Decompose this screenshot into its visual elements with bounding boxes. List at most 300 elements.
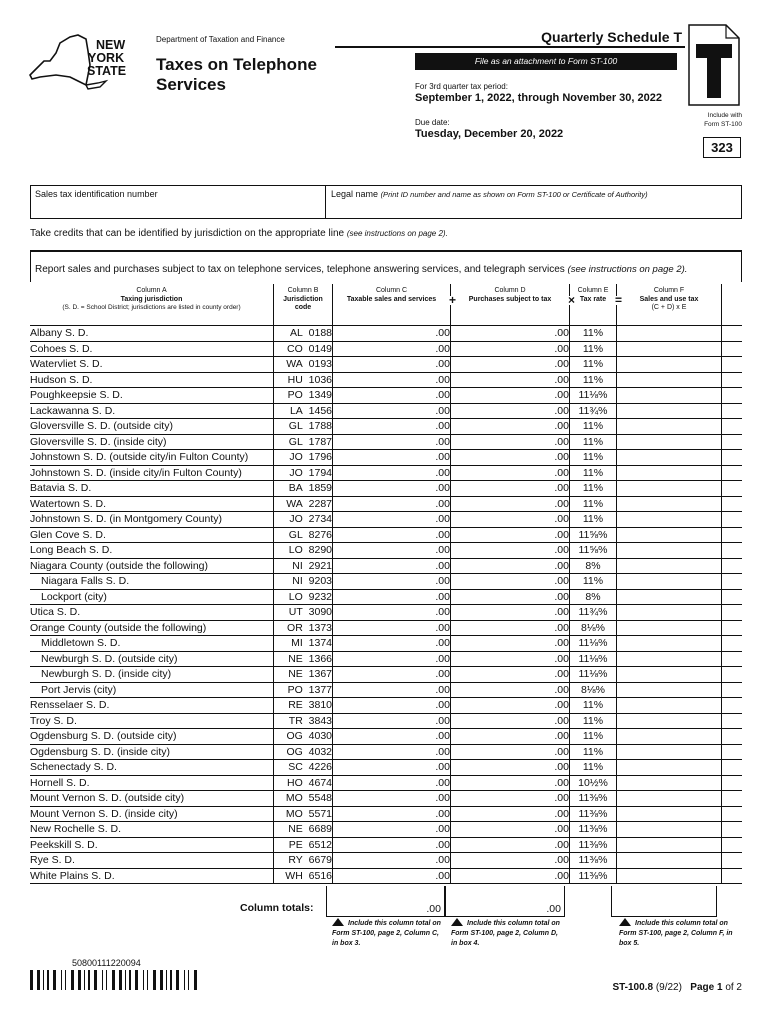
purchases-field[interactable]: .00 [451,512,570,528]
jurisdiction-code-letters: GL [288,420,303,433]
taxable-sales-field[interactable]: .00 [333,605,451,621]
taxable-sales-field[interactable]: .00 [333,419,451,435]
jurisdiction-code-number: 1788 [308,420,332,433]
taxable-sales-field[interactable]: .00 [333,512,451,528]
taxable-sales-field[interactable]: .00 [333,558,451,574]
jurisdiction-code-letters: LO [288,544,303,557]
taxable-sales-field[interactable]: .00 [333,465,451,481]
column-c-total-note [332,918,447,949]
table-row [30,636,742,652]
sales-use-tax-cents-field[interactable] [722,853,743,869]
table-row [30,713,742,729]
sales-use-tax-cents-field[interactable] [722,574,743,590]
table-row [30,357,742,373]
jurisdiction-name: Watertown S. D. [30,496,274,512]
sales-use-tax-field[interactable] [617,667,722,683]
sales-use-tax-field[interactable] [617,837,722,853]
jurisdiction-code [274,341,333,357]
taxable-sales-field[interactable]: .00 [333,574,451,590]
sales-use-tax-cents-field[interactable] [722,713,743,729]
sales-use-tax-field[interactable] [617,450,722,466]
sales-use-tax-field[interactable] [617,481,722,497]
jurisdiction-name: Mount Vernon S. D. (inside city) [30,806,274,822]
jurisdiction-name: Johnstown S. D. (in Montgomery County) [30,512,274,528]
sales-use-tax-field[interactable] [617,822,722,838]
sales-use-tax-cents-field[interactable] [722,372,743,388]
sales-use-tax-field[interactable] [617,434,722,450]
sales-use-tax-cents-field[interactable] [722,496,743,512]
purchases-field[interactable]: .00 [451,837,570,853]
purchases-field[interactable]: .00 [451,667,570,683]
jurisdiction-code-letters: PO [287,389,303,402]
jurisdiction-code [274,853,333,869]
sales-use-tax-field[interactable] [617,760,722,776]
jurisdiction-code-number: 0149 [308,342,332,355]
tax-rate: 11⅛% [570,388,617,404]
sales-use-tax-field[interactable] [617,388,722,404]
sales-use-tax-cents-field[interactable] [722,388,743,404]
purchases-field[interactable]: .00 [451,496,570,512]
sales-use-tax-cents-field[interactable] [722,760,743,776]
tax-rate: 11% [570,465,617,481]
period-label: For 3rd quarter tax period: [415,82,508,91]
jurisdiction-code-number: 1366 [308,652,332,665]
sales-use-tax-field[interactable] [617,698,722,714]
report-note-ref: (see instructions on page 2). [567,264,688,275]
sales-use-tax-field[interactable] [617,372,722,388]
sales-use-tax-cents-field[interactable] [722,605,743,621]
sales-use-tax-field[interactable] [617,713,722,729]
sales-use-tax-cents-field[interactable] [722,620,743,636]
jurisdiction-code-letters: NE [288,668,303,681]
table-row [30,822,742,838]
sales-use-tax-cents-field[interactable] [722,822,743,838]
sales-use-tax-cents-field[interactable] [722,806,743,822]
sales-use-tax-cents-field[interactable] [722,667,743,683]
taxable-sales-field[interactable]: .00 [333,481,451,497]
column-f-formula: (C + D) x E [651,304,687,311]
column-c-title: Taxable sales and services [346,295,437,303]
jurisdiction-code [274,775,333,791]
jurisdiction-code [274,512,333,528]
jurisdiction-name: Rensselaer S. D. [30,698,274,714]
jurisdiction-name: Orange County (outside the following) [30,620,274,636]
jurisdiction-code [274,837,333,853]
logo-text-york: YORK [88,51,125,65]
table-row [30,837,742,853]
sales-tax-id-field[interactable]: Sales tax identification number [35,189,158,199]
jurisdiction-code-letters: WA [286,497,303,510]
sales-use-tax-field[interactable] [617,744,722,760]
column-d-total-field[interactable] [445,886,565,917]
jurisdiction-code-number: 6689 [308,823,332,836]
purchases-field[interactable]: .00 [451,791,570,807]
jurisdiction-name: White Plains S. D. [30,868,274,884]
column-f-header [614,284,722,326]
column-b-title1: Jurisdiction [283,295,323,303]
taxable-sales-field[interactable]: .00 [333,341,451,357]
tax-rate: 8⅛% [570,682,617,698]
table-row [30,419,742,435]
table-row [30,450,742,466]
taxable-sales-field[interactable]: .00 [333,388,451,404]
taxable-sales-field[interactable]: .00 [333,651,451,667]
taxable-sales-field[interactable]: .00 [333,589,451,605]
table-row [30,512,742,528]
sales-use-tax-cents-field[interactable] [722,651,743,667]
report-instructions [35,264,687,275]
sales-use-tax-cents-field[interactable] [722,326,743,342]
table-row [30,667,742,683]
sales-use-tax-field[interactable] [617,326,722,342]
sales-use-tax-field[interactable] [617,558,722,574]
sales-use-tax-field[interactable] [617,853,722,869]
jurisdiction-code [274,419,333,435]
sales-use-tax-field[interactable] [617,512,722,528]
purchases-field[interactable]: .00 [451,775,570,791]
taxable-sales-field[interactable]: .00 [333,326,451,342]
table-row [30,605,742,621]
taxable-sales-field[interactable]: .00 [333,729,451,745]
jurisdiction-name: Long Beach S. D. [30,543,274,559]
purchases-field[interactable]: .00 [451,822,570,838]
jurisdiction-code [274,713,333,729]
sales-use-tax-field[interactable] [617,806,722,822]
page-of: of 2 [725,982,742,993]
table-row [30,806,742,822]
tax-rate: 11% [570,326,617,342]
sales-use-tax-cents-field[interactable] [722,558,743,574]
form-number: ST-100.8 [612,982,654,993]
form-title-line2: Services [156,75,226,94]
column-d-label: Column D [494,287,526,294]
sales-use-tax-cents-field[interactable] [722,729,743,745]
table-row [30,388,742,404]
due-date: Tuesday, December 20, 2022 [415,128,564,140]
include-with-note [690,111,742,129]
jurisdiction-code [274,868,333,884]
tax-rate: 11% [570,698,617,714]
jurisdiction-code-letters: JO [289,451,303,464]
jurisdiction-name: Johnstown S. D. (outside city/in Fulton County) [30,450,274,466]
jurisdiction-code-number: 2287 [308,497,332,510]
taxable-sales-field[interactable]: .00 [333,403,451,419]
sales-use-tax-field[interactable] [617,419,722,435]
arrow-up-icon [619,918,631,926]
sales-use-tax-cents-field[interactable] [722,434,743,450]
purchases-field[interactable]: .00 [451,868,570,884]
purchases-field[interactable]: .00 [451,403,570,419]
column-a-note: (S. D. = School District; jurisdictions are listed in county order) [62,304,241,311]
sales-use-tax-cents-field[interactable] [722,698,743,714]
tax-rate: 11⅜% [570,853,617,869]
taxable-sales-field[interactable]: .00 [333,667,451,683]
jurisdiction-code [274,667,333,683]
purchases-field[interactable]: .00 [451,806,570,822]
sales-use-tax-cents-field[interactable] [722,791,743,807]
jurisdiction-code [274,744,333,760]
purchases-field[interactable]: .00 [451,744,570,760]
legal-name-field[interactable] [331,189,648,199]
purchases-field[interactable]: .00 [451,636,570,652]
table-row [30,403,742,419]
table-row [30,574,742,590]
table-row [30,651,742,667]
jurisdiction-code-letters: HO [287,776,303,789]
jurisdiction-code-number: 4674 [308,776,332,789]
page-label: Page 1 [690,982,723,993]
purchases-field[interactable]: .00 [451,698,570,714]
identification-fields [30,185,742,219]
tax-rate: 11% [570,512,617,528]
purchases-field[interactable]: .00 [451,589,570,605]
sales-use-tax-cents-field[interactable] [722,837,743,853]
column-d-header [448,284,575,326]
jurisdiction-code-number: 3090 [308,606,332,619]
sales-use-tax-cents-field[interactable] [722,465,743,481]
jurisdiction-code [274,574,333,590]
sales-use-tax-cents-field[interactable] [722,636,743,652]
jurisdiction-name: Batavia S. D. [30,481,274,497]
purchases-field[interactable]: .00 [451,419,570,435]
purchases-field[interactable]: .00 [451,713,570,729]
tax-rate: 11⅝% [570,527,617,543]
purchases-field[interactable]: .00 [451,465,570,481]
jurisdiction-code [274,403,333,419]
sales-use-tax-field[interactable] [617,775,722,791]
sales-use-tax-cents-field[interactable] [722,403,743,419]
taxable-sales-field[interactable]: .00 [333,372,451,388]
jurisdiction-code-letters: NI [292,559,303,572]
column-a-title: Taxing jurisdiction [120,295,183,303]
purchases-field[interactable]: .00 [451,527,570,543]
jurisdiction-code-letters: OG [286,730,303,743]
column-totals-label: Column totals: [240,902,314,914]
jurisdiction-code-letters: TR [288,714,303,727]
tax-rate: 11% [570,481,617,497]
sales-use-tax-cents-field[interactable] [722,419,743,435]
id-field-divider [325,186,326,218]
taxable-sales-field[interactable]: .00 [333,760,451,776]
jurisdiction-code [274,326,333,342]
taxable-sales-field[interactable]: .00 [333,791,451,807]
column-f-total-note [619,918,734,949]
taxable-sales-field[interactable]: .00 [333,636,451,652]
tax-rate: 11¾% [570,403,617,419]
jurisdiction-name: Troy S. D. [30,713,274,729]
sales-use-tax-field[interactable] [617,496,722,512]
taxable-sales-field[interactable]: .00 [333,357,451,373]
jurisdiction-name: Ogdensburg S. D. (inside city) [30,744,274,760]
tax-period: September 1, 2022, through November 30, 2022 [415,92,662,104]
sales-use-tax-field[interactable] [617,465,722,481]
jurisdiction-code-number: 6516 [308,869,332,882]
taxable-sales-field[interactable]: .00 [333,775,451,791]
sales-use-tax-cents-field[interactable] [722,543,743,559]
department-name: Department of Taxation and Finance [156,35,285,44]
column-f-cents-header [722,284,743,326]
sales-use-tax-cents-field[interactable] [722,775,743,791]
taxable-sales-field[interactable]: .00 [333,527,451,543]
purchases-field[interactable]: .00 [451,450,570,466]
jurisdiction-code-number: 9203 [308,575,332,588]
jurisdiction-code [274,527,333,543]
jurisdiction-code-letters: OR [287,621,303,634]
column-b-header [274,284,333,326]
taxable-sales-field[interactable]: .00 [333,822,451,838]
sales-use-tax-field[interactable] [617,636,722,652]
sales-use-tax-cents-field[interactable] [722,589,743,605]
taxable-sales-field[interactable]: .00 [333,868,451,884]
purchases-field[interactable]: .00 [451,574,570,590]
taxable-sales-field[interactable]: .00 [333,744,451,760]
sales-use-tax-cents-field[interactable] [722,341,743,357]
jurisdiction-name: New Rochelle S. D. [30,822,274,838]
jurisdiction-code [274,636,333,652]
taxable-sales-field[interactable]: .00 [333,434,451,450]
jurisdiction-name: Johnstown S. D. (inside city/in Fulton County) [30,465,274,481]
purchases-field[interactable]: .00 [451,682,570,698]
taxable-sales-field[interactable]: .00 [333,713,451,729]
jurisdiction-code [274,760,333,776]
jurisdiction-code-number: 2734 [308,513,332,526]
sales-use-tax-field[interactable] [617,357,722,373]
column-c-label: Column C [375,287,408,294]
purchases-field[interactable]: .00 [451,651,570,667]
taxable-sales-field[interactable]: .00 [333,837,451,853]
sales-use-tax-field[interactable] [617,651,722,667]
column-a-label: Column A [136,287,167,294]
tax-rate: 11% [570,341,617,357]
jurisdiction-name: Cohoes S. D. [30,341,274,357]
jurisdiction-name: Glen Cove S. D. [30,527,274,543]
report-section-header [30,250,742,282]
taxable-sales-field[interactable]: .00 [333,682,451,698]
jurisdiction-code-letters: WA [286,358,303,371]
tax-rate: 11⅛% [570,651,617,667]
sales-use-tax-field[interactable] [617,527,722,543]
barcode-number: 50800111220094 [72,958,141,968]
form-code: 323 [703,137,741,158]
jurisdiction-code [274,465,333,481]
purchases-field[interactable]: .00 [451,388,570,404]
sales-use-tax-field[interactable] [617,589,722,605]
sales-use-tax-cents-field[interactable] [722,527,743,543]
sales-use-tax-cents-field[interactable] [722,868,743,884]
purchases-field[interactable]: .00 [451,341,570,357]
sales-use-tax-cents-field[interactable] [722,682,743,698]
purchases-field[interactable]: .00 [451,543,570,559]
sales-use-tax-field[interactable] [617,620,722,636]
jurisdiction-code-number: 1036 [308,373,332,386]
tax-rate: 11% [570,419,617,435]
tax-rate: 8⅛% [570,620,617,636]
jurisdiction-code-number: 8276 [308,528,332,541]
sales-use-tax-field[interactable] [617,543,722,559]
column-d-title: Purchases subject to tax [468,295,552,303]
jurisdiction-code-letters: MO [285,807,303,820]
jurisdiction-code-number: 1796 [308,451,332,464]
jurisdiction-code [274,620,333,636]
sales-use-tax-field[interactable] [617,605,722,621]
sales-use-tax-field[interactable] [617,341,722,357]
sales-use-tax-field[interactable] [617,729,722,745]
taxable-sales-field[interactable]: .00 [333,450,451,466]
purchases-field[interactable]: .00 [451,357,570,373]
jurisdiction-code-letters: RE [288,699,303,712]
table-row [30,434,742,450]
jurisdiction-name: Lockport (city) [30,589,274,605]
schedule-title: Quarterly Schedule T [541,29,682,45]
purchases-field[interactable]: .00 [451,558,570,574]
jurisdiction-code-letters: NE [288,823,303,836]
column-a-header [30,284,274,326]
taxable-sales-field[interactable]: .00 [333,806,451,822]
jurisdiction-name: Gloversville S. D. (inside city) [30,434,274,450]
jurisdiction-name: Newburgh S. D. (outside city) [30,651,274,667]
jurisdiction-name: Peekskill S. D. [30,837,274,853]
sales-use-tax-field[interactable] [617,403,722,419]
credit-note-text: Take credits that can be identified by jurisdiction on the appropriate line [30,228,345,239]
sales-use-tax-field[interactable] [617,791,722,807]
sales-use-tax-cents-field[interactable] [722,744,743,760]
table-row [30,698,742,714]
jurisdiction-code-number: 4226 [308,761,332,774]
jurisdiction-code [274,372,333,388]
purchases-field[interactable]: .00 [451,372,570,388]
jurisdiction-code [274,698,333,714]
sales-use-tax-cents-field[interactable] [722,481,743,497]
arrow-up-icon [451,918,463,926]
table-row [30,791,742,807]
table-row [30,620,742,636]
sales-use-tax-cents-field[interactable] [722,357,743,373]
taxable-sales-field[interactable]: .00 [333,620,451,636]
tax-rate: 11% [570,434,617,450]
jurisdiction-code [274,388,333,404]
column-c-total-field[interactable] [326,886,445,917]
purchases-field[interactable]: .00 [451,481,570,497]
taxable-sales-field[interactable]: .00 [333,853,451,869]
tax-rate: 11% [570,372,617,388]
purchases-field[interactable]: .00 [451,605,570,621]
purchases-field[interactable]: .00 [451,853,570,869]
jurisdiction-code [274,589,333,605]
sales-use-tax-cents-field[interactable] [722,512,743,528]
jurisdiction-code-number: 3843 [308,714,332,727]
table-row [30,372,742,388]
purchases-field[interactable]: .00 [451,729,570,745]
sales-use-tax-field[interactable] [617,574,722,590]
purchases-field[interactable]: .00 [451,620,570,636]
jurisdiction-name: Mount Vernon S. D. (outside city) [30,791,274,807]
barcode-icon [30,970,200,990]
tax-rate: 11% [570,357,617,373]
purchases-field[interactable]: .00 [451,760,570,776]
logo-text-state: STATE [87,64,127,78]
purchases-field[interactable]: .00 [451,326,570,342]
sales-use-tax-field[interactable] [617,682,722,698]
taxable-sales-field[interactable]: .00 [333,496,451,512]
jurisdiction-code-letters: LO [288,590,303,603]
sales-use-tax-field[interactable] [617,868,722,884]
taxable-sales-field[interactable]: .00 [333,543,451,559]
sales-use-tax-cents-field[interactable] [722,450,743,466]
taxable-sales-field[interactable]: .00 [333,698,451,714]
jurisdiction-name: Lackawanna S. D. [30,403,274,419]
column-f-total-field[interactable] [611,886,717,917]
purchases-field[interactable]: .00 [451,434,570,450]
